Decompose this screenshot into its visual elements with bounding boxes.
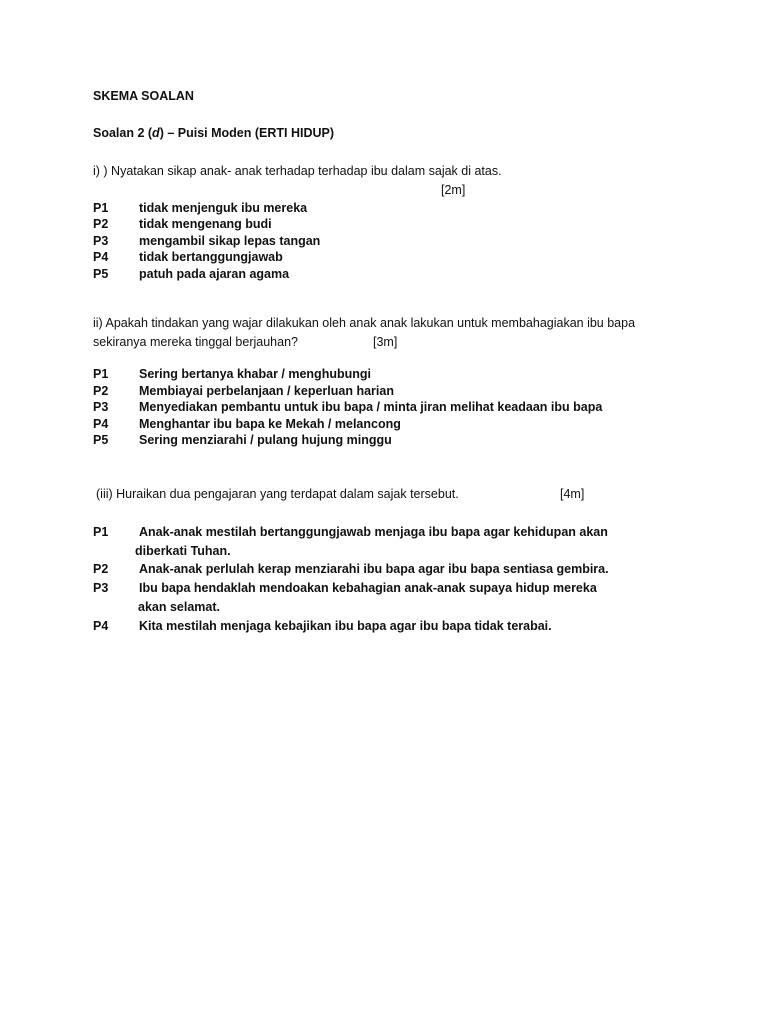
- point-text: Anak-anak perlulah kerap menziarahi ibu bapa agar ibu bapa sentiasa gembira.: [139, 562, 609, 576]
- q3-point-1-continued: [93, 543, 733, 559]
- q1-question: i) ) Nyatakan sikap anak- anak terhadap terhadap ibu dalam sajak di atas.: [93, 164, 502, 178]
- point-text: Menghantar ibu bapa ke Mekah / melancong: [139, 417, 401, 431]
- q2-point-2: [93, 383, 733, 399]
- question-heading-letter: d: [152, 126, 160, 140]
- q2-point-1: [93, 366, 733, 382]
- point-text: tidak mengenang budi: [139, 217, 272, 231]
- q1-point-4: [93, 249, 733, 265]
- q3-point-1: [93, 524, 733, 540]
- q3-point-2: [93, 561, 733, 577]
- point-code: P1: [93, 201, 109, 215]
- q2-point-4: [93, 416, 733, 432]
- point-text: Sering bertanya khabar / menghubungi: [139, 367, 371, 381]
- point-text: Kita mestilah menjaga kebajikan ibu bapa agar ibu bapa tidak terabai.: [139, 619, 552, 633]
- point-code: P5: [93, 267, 109, 281]
- q2-point-5: [93, 432, 733, 448]
- point-text: Menyediakan pembantu untuk ibu bapa / minta jiran melihat keadaan ibu bapa: [139, 400, 603, 414]
- q2-point-3: [93, 399, 733, 415]
- q1-point-3: [93, 233, 733, 249]
- point-code: P5: [93, 433, 109, 447]
- q3-point-3-continued: [93, 599, 733, 615]
- point-text-continued: diberkati Tuhan.: [135, 544, 231, 558]
- point-code: P2: [93, 217, 109, 231]
- document-title: SKEMA SOALAN: [93, 89, 194, 103]
- point-text: Membiayai perbelanjaan / keperluan harian: [139, 384, 394, 398]
- q2-question-line-1: ii) Apakah tindakan yang wajar dilakukan oleh anak anak lakukan untuk membahagiakan ibu bapa: [93, 316, 636, 330]
- q1-marks: [2m]: [441, 183, 466, 197]
- question-heading-suffix: ) – Puisi Moden (ERTI HIDUP): [159, 126, 334, 140]
- point-code: P3: [93, 234, 109, 248]
- point-text: tidak menjenguk ibu mereka: [139, 201, 308, 215]
- point-text: Sering menziarahi / pulang hujung minggu: [139, 433, 392, 447]
- q3-question: (iii) Huraikan dua pengajaran yang terdapat dalam sajak tersebut.: [96, 487, 459, 501]
- point-text: patuh pada ajaran agama: [139, 267, 290, 281]
- q1-point-5: [93, 266, 733, 282]
- point-code: P1: [93, 525, 109, 539]
- q2-question-line-2: sekiranya mereka tinggal berjauhan?: [93, 335, 298, 349]
- question-heading: [93, 125, 334, 141]
- q3-point-3: [93, 580, 733, 596]
- q2-marks: [3m]: [373, 335, 398, 349]
- q1-point-1: [93, 200, 733, 216]
- point-code: P1: [93, 367, 109, 381]
- point-text: mengambil sikap lepas tangan: [139, 234, 321, 248]
- q3-marks: [4m]: [560, 487, 585, 501]
- point-code: P3: [93, 400, 109, 414]
- point-text-continued: akan selamat.: [138, 600, 220, 614]
- point-code: P4: [93, 619, 109, 633]
- question-heading-prefix: Soalan 2 (: [93, 126, 153, 140]
- point-code: P3: [93, 581, 109, 595]
- point-code: P2: [93, 384, 109, 398]
- point-code: P4: [93, 417, 109, 431]
- point-text: Ibu bapa hendaklah mendoakan kebahagian anak-anak supaya hidup mereka: [139, 581, 597, 595]
- q1-point-2: [93, 216, 733, 232]
- point-code: P4: [93, 250, 109, 264]
- point-text: Anak-anak mestilah bertanggungjawab menjaga ibu bapa agar kehidupan akan: [139, 525, 608, 539]
- point-text: tidak bertanggungjawab: [139, 250, 283, 264]
- q3-point-4: [93, 618, 733, 634]
- point-code: P2: [93, 562, 109, 576]
